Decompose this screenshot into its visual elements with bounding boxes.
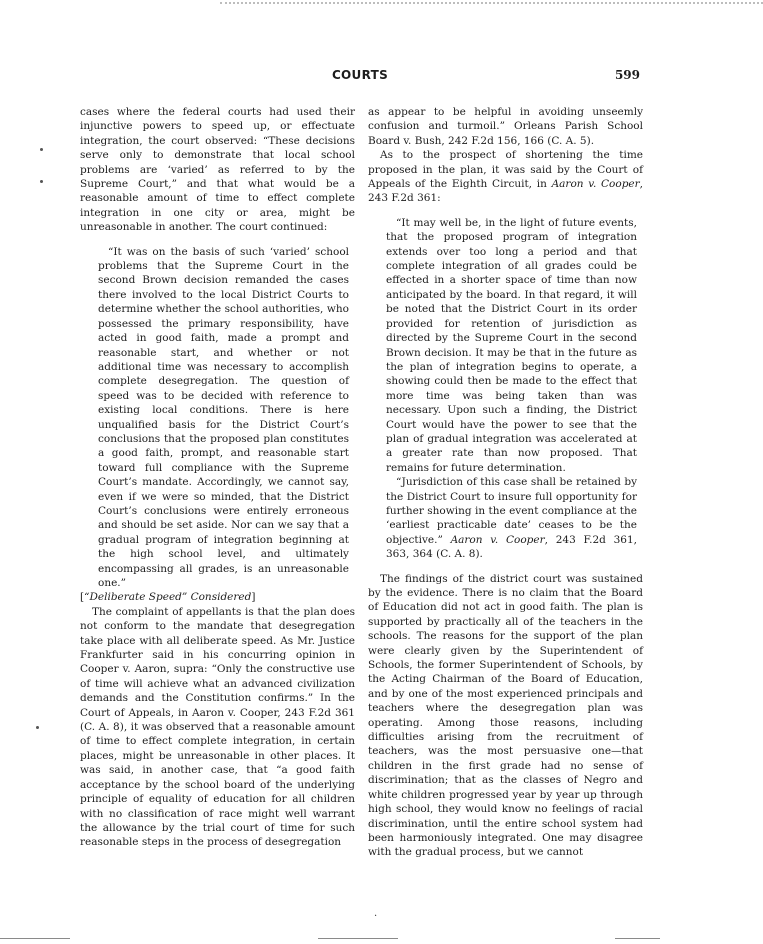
quote-paragraph: “It may well be, in the light of future events, that the proposed program of integration extends over too long a period and that complete integration of all grades could be effected in a shorter space of time than now anticipated by the board. In that regard, it will be noted that the District Court in its order provided for retention of jurisdiction as directed by the Supreme Court in the second Brown decision. It may be that in the future as the plan of integration begins to operate, a showing could then be made to the effect that more time was being taken than was necessary. Upon such a finding, the District Court would have the power to see that the plan of gradual integration was accelerated at a greater rate than now proposed. That remains for future determination.: [386, 216, 637, 474]
case-name: Aaron v. Cooper: [551, 178, 640, 191]
quote-paragraph: “It was on the basis of such ‘varied’ school problems that the Supreme Court in the second Brown decision remanded the cases there involved to the local District Courts to determine whether the school authorities, who possessed the primary responsibility, have acted in good faith, made a prompt and reasonable start, and whether or not additional time was necessary to accomplish complete desegregation. The question of speed was to be decided with reference to existing local conditions. There is here unqualified basis for the District Court’s conclusions that the proposed plan constitutes a good faith, prompt, and reasonable start toward full compliance with the Supreme Court’s mandate. Accordingly, we cannot say, even if we were so minded, that the District Court’s conclusions were entirely erroneous and should be set aside. Nor can we say that a gradual program of integration beginning at the high school level, and ultimately encompassing all grades, is an unreasonable one.”: [98, 245, 349, 589]
right-column: [368, 105, 643, 860]
paragraph: The findings of the district court was sustained by the evidence. There is no claim that the Board of Education did not act in good faith. The plan is supported by practically all of the teachers in the schools. The reasons for the support of the plan were clearly given by the Superintendent of Schools, the former Superintendent of Schools, by the Acting Chairman of the Board of Education, and by one of the most experienced principals and teachers where the desegregation plan was operating. Among those reasons, including difficulties arising from the recruitment of teachers, was the most persuasive one—that children in the first grade had no sense of discrimination; that as the classes of Negro and white children progressed year by year up through high school, they would know no feelings of racial discrimination, until the entire school system had been harmoniously integrated. One may disagree with the gradual process, but we cannot: [368, 572, 643, 859]
text-run: “Jurisdiction of this case shall be retained by the District Court to insure full opportunity for further showing in the event compliance at the ‘earliest practicable date’ ceases to be the objective.”: [386, 476, 637, 546]
text-run: As to the prospect of shortening the time proposed in the plan, it was said by the Court of Appeals of the Eighth Circuit, in: [368, 149, 643, 191]
footer-mark: .: [374, 908, 378, 919]
block-quote: [98, 245, 349, 591]
page-header: [80, 68, 640, 88]
paragraph: as appear to be helpful in avoiding unseemly confusion and turmoil.” Orleans Parish School Board v. Bush, 242 F.2d 156, 166 (C. A. 5).: [368, 106, 643, 147]
scan-edge-bottom: [615, 938, 660, 939]
subheading-bracket-close: ]: [251, 591, 256, 604]
margin-mark: [40, 148, 43, 151]
paragraph: The complaint of appellants is that the plan does not conform to the mandate that desegregation take place with all deliberate speed. As Mr. Justice Frankfurter said in his concurring opinion in Cooper v. Aaron, supra: “Only the constructive use of time will achieve what an advanced civilization demands and the Constitution confirms.” In the Court of Appeals, in Aaron v. Cooper, 243 F.2d 361 (C. A. 8), it was observed that a reasonable amount of time to effect complete integration, in certain places, might be unreasonable in other places. It was said, in another case, that “a good faith acceptance by the school board of the underlying principle of equality of education for all children with no classification of race might well warrant the allowance by the trial court of time for such reasonable steps in the process of desegregation: [80, 605, 355, 849]
running-head: COURTS: [331, 68, 389, 82]
case-name: Aaron v. Cooper: [450, 533, 545, 546]
margin-mark: [36, 726, 39, 729]
left-column: [80, 105, 355, 850]
section-subheading: [80, 590, 355, 604]
paragraph: cases where the federal courts had used their injunctive powers to speed up, or effectuate integration, the court observed: “These decisions serve only to demonstrate that local school problems are ‘varied’ as referred to by the Supreme Court,” and that what would be a reasonable amount of time to effect complete integration in one city or area, might be unreasonable in another. The court continued:: [80, 106, 355, 234]
margin-mark: [40, 180, 43, 183]
block-quote: [386, 216, 637, 562]
scan-edge-bottom: [318, 938, 398, 939]
page-number: 599: [614, 68, 640, 82]
text-run: , 243 F.2d 361:: [368, 178, 643, 205]
scan-edge-bottom: [0, 938, 70, 939]
subheading-bracket-open: [: [80, 591, 85, 604]
subheading-text: “Deliberate Speed” Considered: [84, 591, 252, 604]
paragraph: [368, 148, 643, 206]
text-run: , 243 F.2d 361, 363, 364 (C. A. 8).: [386, 533, 637, 561]
quote-paragraph: [386, 475, 637, 561]
scan-edge-top: [220, 2, 763, 4]
